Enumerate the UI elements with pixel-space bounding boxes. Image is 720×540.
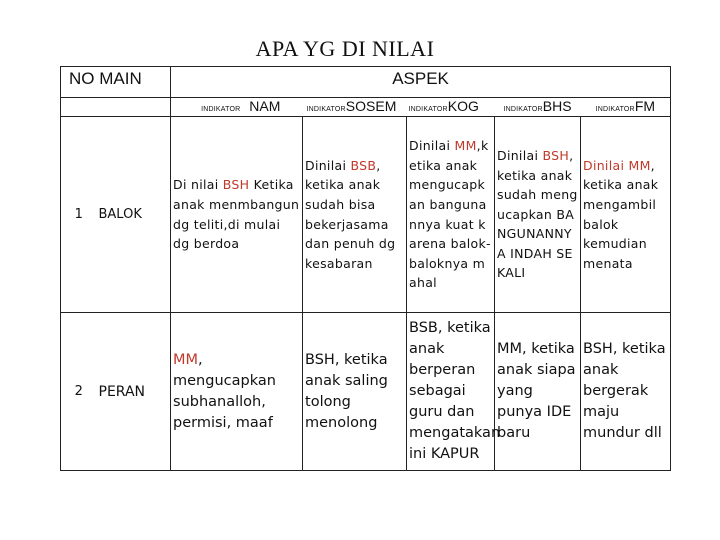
cell-bhs: Dinilai BSH, ketika anak sudah mengucapkan BANGUNANNYA INDAH SEKALI	[495, 117, 581, 313]
cell-sosem: Dinilai BSB, ketika anak sudah bisa bekerjasama dan penuh dg kesabaran	[303, 117, 407, 313]
cell-fm: BSH, ketika anak bergerak maju mundur dll	[581, 313, 671, 471]
row-number: 2	[61, 313, 97, 471]
table-row	[61, 117, 671, 313]
indicator-sosem: INDIKATORSOSEM	[303, 98, 407, 117]
page-title: APA YG DI NILAI	[255, 36, 435, 61]
cell-sosem: BSH, ketika anak saling tolong menolong	[303, 313, 407, 471]
cell-fm: Dinilai MM, ketika anak mengambil balok kemudian menata	[581, 117, 671, 313]
cell-bhs: MM, ketika anak siapa yang punya IDE baru	[495, 313, 581, 471]
empty-header-cell	[61, 98, 171, 117]
indicator-bhs: INDIKATORBHS	[495, 98, 581, 117]
indicator-kog: INDIKATORKOG	[407, 98, 495, 117]
cell-kog: BSB, ketika anak berperan sebagai guru dan mengatakan ini KAPUR	[407, 313, 495, 471]
row-main: PERAN	[97, 313, 171, 471]
table-row	[61, 313, 671, 471]
cell-nam: Di nilai BSH Ketika anak menmbangun dg teliti,di mulai dg berdoa	[171, 117, 303, 313]
no-main-header: NO MAIN	[61, 67, 171, 98]
row-number: 1	[61, 117, 97, 313]
aspek-header: ASPEK	[171, 67, 671, 98]
cell-kog: Dinilai MM,ketika anak mengucapkan bangunannya kuat karena balok-baloknya mahal	[407, 117, 495, 313]
row-main: BALOK	[97, 117, 171, 313]
indicator-fm: INDIKATORFM	[581, 98, 671, 117]
indicator-nam: INDIKATOR NAM	[171, 98, 303, 117]
assessment-table	[60, 66, 671, 471]
cell-nam: MM, mengucapkan subhanalloh, permisi, maaf	[171, 313, 303, 471]
